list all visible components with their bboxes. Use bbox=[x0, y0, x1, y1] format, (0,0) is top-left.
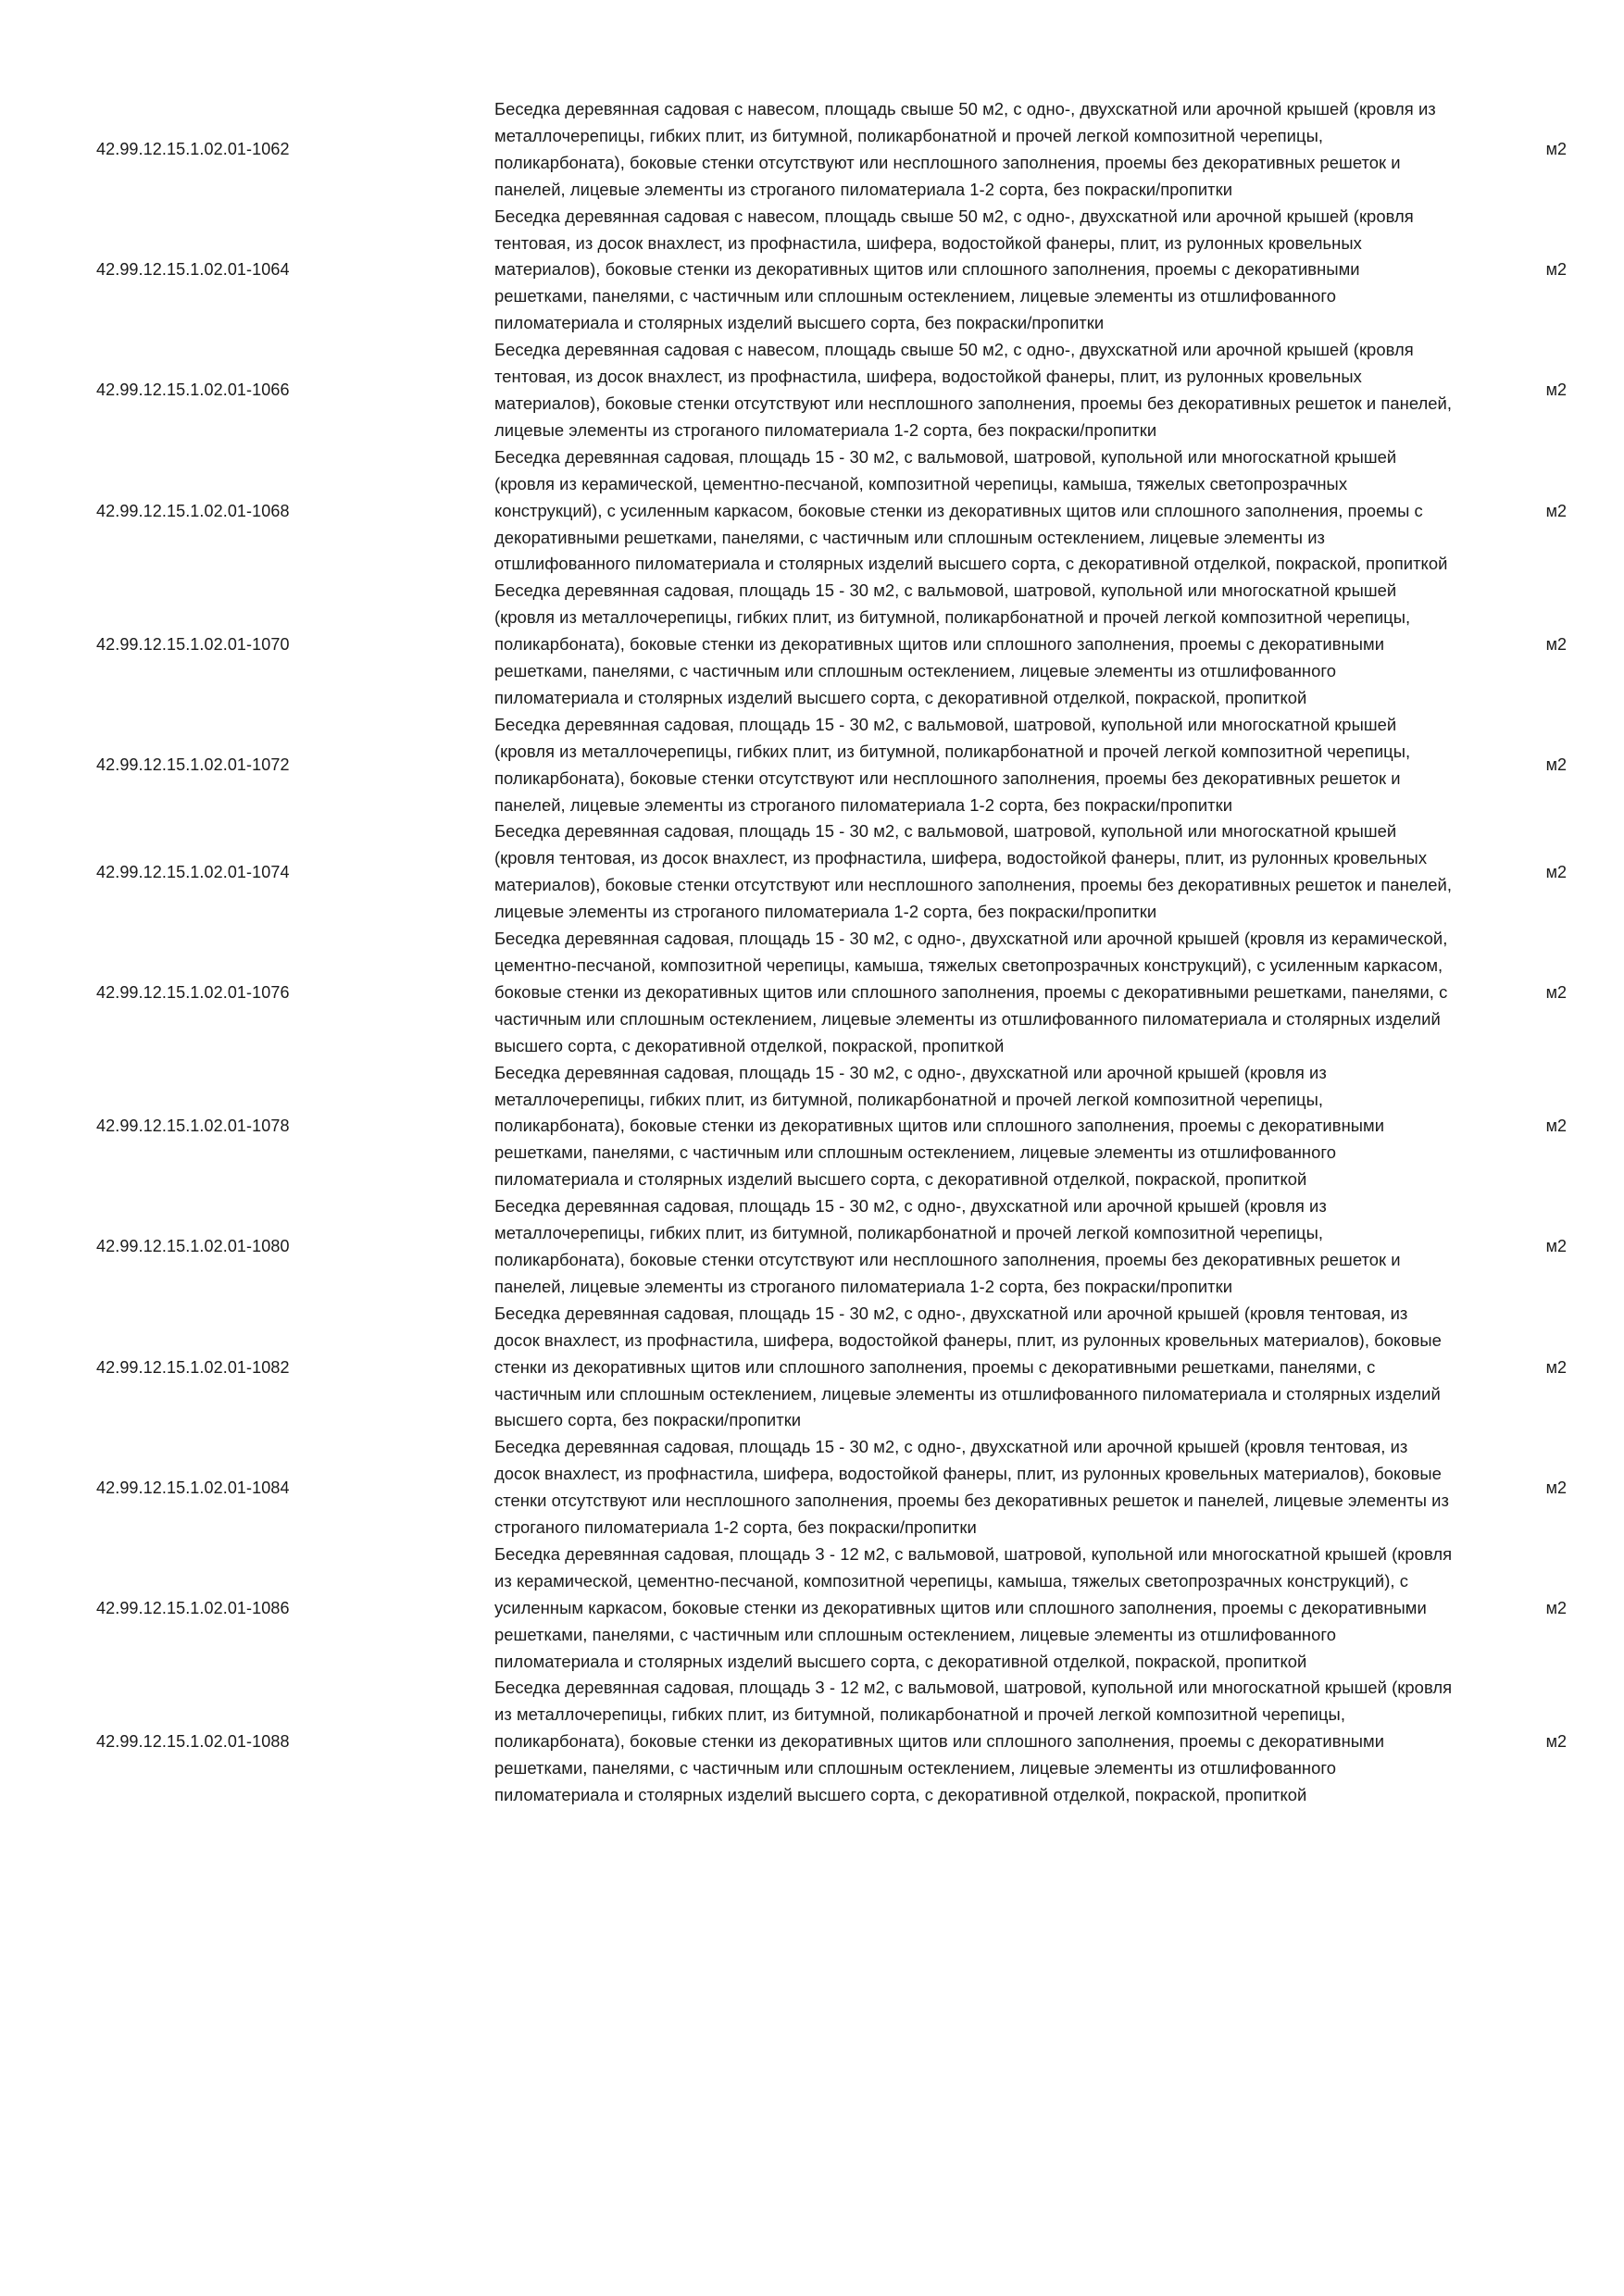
row-description: Беседка деревянная садовая, площадь 15 - 30 м2, с вальмовой, шатровой, купольной или многоскатной крышей (кровля из металлочерепицы, гибких плит, из битумной, поликарбонатной и прочей легкой композитной черепицы, поликарбоната), боковые стенки из декоративных щитов или сплошного заполнения, проемы с декоративными решетками, панелями, с частичным или сплошным остеклением, лицевые элементы из отшлифованного пиломатериала и столярных изделий высшего сорта, с декоративной отделкой, покраской, пропиткой bbox=[494, 580, 1411, 707]
row-code: 42.99.12.15.1.02.01-1078 bbox=[96, 1117, 290, 1136]
row-code: 42.99.12.15.1.02.01-1068 bbox=[96, 501, 290, 520]
row-description: Беседка деревянная садовая, площадь 3 - 12 м2, с вальмовой, шатровой, купольной или многоскатной крышей (кровля из металлочерепицы, гибких плит, из битумной, поликарбонатной и прочей легкой композитной черепицы, поликарбоната), боковые стенки из декоративных щитов или сплошного заполнения, проемы с декоративными решетками, панелями, с частичным или сплошным остеклением, лицевые элементы из отшлифованного пиломатериала и столярных изделий высшего сорта, с декоративной отделкой, покраской, пропиткой bbox=[494, 1678, 1453, 1805]
row-code: 42.99.12.15.1.02.01-1082 bbox=[96, 1357, 290, 1377]
row-unit: м2 bbox=[1545, 982, 1567, 1002]
table-row bbox=[96, 204, 1568, 338]
row-code: 42.99.12.15.1.02.01-1080 bbox=[96, 1237, 290, 1256]
row-code: 42.99.12.15.1.02.01-1074 bbox=[96, 862, 290, 881]
row-description: Беседка деревянная садовая, площадь 3 - 12 м2, с вальмовой, шатровой, купольной или многоскатной крышей (кровля из керамической, цементно-песчаной, композитной черепицы, камыша, тяжелых светопрозрачных конструкций), с усиленным каркасом, боковые стенки из декоративных щитов или сплошного заполнения, проемы с декоративными решетками, панелями, с частичным или сплошным остеклением, лицевые элементы из отшлифованного пиломатериала и столярных изделий высшего сорта, с декоративной отделкой, покраской, пропиткой bbox=[494, 1543, 1453, 1671]
table-row bbox=[96, 818, 1568, 926]
table-row bbox=[96, 1301, 1568, 1435]
row-description: Беседка деревянная садовая, площадь 15 - 30 м2, с одно-, двухскатной или арочной крышей (кровля тентовая, из досок внахлест, из профнастила, шифера, водостойкой фанеры, плит, из рулонных кровельных материалов), боковые стенки отсутствуют или несплошного заполнения, проемы без декоративных решеток и панелей, лицевые элементы из строганого пиломатериала 1-2 сорта, без покраски/пропитки bbox=[494, 1437, 1449, 1538]
row-unit: м2 bbox=[1545, 1478, 1567, 1497]
table-row bbox=[96, 1060, 1568, 1194]
row-unit: м2 bbox=[1545, 1732, 1567, 1752]
row-unit: м2 bbox=[1545, 862, 1567, 881]
price-table bbox=[96, 96, 1568, 1809]
row-description: Беседка деревянная садовая, площадь 15 - 30 м2, с одно-, двухскатной или арочной крышей (кровля из керамической, цементно-песчаной, композитной черепицы, камыша, тяжелых светопрозрачных конструкций), с усиленным каркасом, боковые стенки из декоративных щитов или сплошного заполнения, проемы с декоративными решетками, панелями, с частичным или сплошным остеклением, лицевые элементы из отшлифованного пиломатериала и столярных изделий высшего сорта, с декоративной отделкой, покраской, пропиткой bbox=[494, 929, 1448, 1055]
row-description: Беседка деревянная садовая, площадь 15 - 30 м2, с одно-, двухскатной или арочной крышей (кровля из металлочерепицы, гибких плит, из битумной, поликарбонатной и прочей легкой композитной черепицы, поликарбоната), боковые стенки отсутствуют или несплошного заполнения, проемы без декоративных решеток и панелей, лицевые элементы из строганого пиломатериала 1-2 сорта, без покраски/пропитки bbox=[494, 1196, 1401, 1296]
row-unit: м2 bbox=[1545, 1357, 1567, 1377]
table-row bbox=[96, 712, 1568, 819]
table-row bbox=[96, 96, 1568, 204]
row-description: Беседка деревянная садовая, площадь 15 - 30 м2, с одно-, двухскатной или арочной крышей (кровля из металлочерепицы, гибких плит, из битумной, поликарбонатной и прочей легкой композитной черепицы, поликарбоната), боковые стенки из декоративных щитов или сплошного заполнения, проемы с декоративными решетками, панелями, с частичным или сплошным остеклением, лицевые элементы из отшлифованного пиломатериала и столярных изделий высшего сорта, с декоративной отделкой, покраской, пропиткой bbox=[494, 1062, 1385, 1190]
row-unit: м2 bbox=[1545, 635, 1567, 655]
table-row bbox=[96, 337, 1568, 444]
table-row bbox=[96, 1193, 1568, 1301]
row-unit: м2 bbox=[1545, 1237, 1567, 1256]
table-row bbox=[96, 444, 1568, 579]
row-code: 42.99.12.15.1.02.01-1062 bbox=[96, 140, 290, 159]
table-row bbox=[96, 1541, 1568, 1676]
table-row bbox=[96, 926, 1568, 1060]
row-description: Беседка деревянная садовая, площадь 15 - 30 м2, с вальмовой, шатровой, купольной или многоскатной крышей (кровля из керамической, цементно-песчаной, композитной черепицы, камыша, тяжелых светопрозрачных конструкций), с усиленным каркасом, боковые стенки из декоративных щитов или сплошного заполнения, проемы с декоративными решетками, панелями, с частичным или сплошным остеклением, лицевые элементы из отшлифованного пиломатериала и столярных изделий высшего сорта, с декоративной отделкой, покраской, пропиткой bbox=[494, 446, 1448, 574]
row-description: Беседка деревянная садовая с навесом, площадь свыше 50 м2, с одно-, двухскатной или арочной крышей (кровля из металлочерепицы, гибких плит, из битумной, поликарбонатной и прочей легкой композитной черепицы, поликарбоната), боковые стенки отсутствуют или несплошного заполнения, проемы без декоративных решеток и панелей, лицевые элементы из строганого пиломатериала 1-2 сорта, без покраски/пропитки bbox=[494, 99, 1436, 199]
row-unit: м2 bbox=[1545, 381, 1567, 400]
table-row bbox=[96, 1434, 1568, 1541]
row-unit: м2 bbox=[1545, 755, 1567, 775]
row-unit: м2 bbox=[1545, 1117, 1567, 1136]
row-description: Беседка деревянная садовая, площадь 15 - 30 м2, с вальмовой, шатровой, купольной или многоскатной крышей (кровля из металлочерепицы, гибких плит, из битумной, поликарбонатной и прочей легкой композитной черепицы, поликарбоната), боковые стенки отсутствуют или несплошного заполнения, проемы без декоративных решеток и панелей, лицевые элементы из строганого пиломатериала 1-2 сорта, без покраски/пропитки bbox=[494, 714, 1411, 815]
row-unit: м2 bbox=[1545, 501, 1567, 520]
row-unit: м2 bbox=[1545, 260, 1567, 280]
row-code: 42.99.12.15.1.02.01-1086 bbox=[96, 1598, 290, 1617]
row-unit: м2 bbox=[1545, 140, 1567, 159]
row-code: 42.99.12.15.1.02.01-1066 bbox=[96, 381, 290, 400]
row-description: Беседка деревянная садовая, площадь 15 - 30 м2, с вальмовой, шатровой, купольной или многоскатной крышей (кровля тентовая, из досок внахлест, из профнастила, шифера, водостойкой фанеры, плит, из рулонных кровельных материалов), боковые стенки отсутствуют или несплошного заполнения, проемы без декоративных решеток и панелей, лицевые элементы из строганого пиломатериала 1-2 сорта, без покраски/пропитки bbox=[494, 821, 1453, 922]
table-row bbox=[96, 1675, 1568, 1809]
row-code: 42.99.12.15.1.02.01-1064 bbox=[96, 260, 290, 280]
row-code: 42.99.12.15.1.02.01-1072 bbox=[96, 755, 290, 775]
row-unit: м2 bbox=[1545, 1598, 1567, 1617]
row-code: 42.99.12.15.1.02.01-1084 bbox=[96, 1478, 290, 1497]
row-description: Беседка деревянная садовая, площадь 15 - 30 м2, с одно-, двухскатной или арочной крышей (кровля тентовая, из досок внахлест, из профнастила, шифера, водостойкой фанеры, плит, из рулонных кровельных материалов), боковые стенки из декоративных щитов или сплошного заполнения, проемы с декоративными решетками, панелями, с частичным или сплошным остеклением, лицевые элементы из отшлифованного пиломатериала и столярных изделий высшего сорта, без покраски/пропитки bbox=[494, 1303, 1442, 1430]
row-description: Беседка деревянная садовая с навесом, площадь свыше 50 м2, с одно-, двухскатной или арочной крышей (кровля тентовая, из досок внахлест, из профнастила, шифера, водостойкой фанеры, плит, из рулонных кровельных материалов), боковые стенки отсутствуют или несплошного заполнения, проемы без декоративных решеток и панелей, лицевые элементы из строганого пиломатериала 1-2 сорта, без покраски/пропитки bbox=[494, 340, 1453, 440]
row-description: Беседка деревянная садовая с навесом, площадь свыше 50 м2, с одно-, двухскатной или арочной крышей (кровля тентовая, из досок внахлест, из профнастила, шифера, водостойкой фанеры, плит, из рулонных кровельных материалов), боковые стенки из декоративных щитов или сплошного заполнения, проемы с декоративными решетками, панелями, с частичным или сплошным остеклением, лицевые элементы из отшлифованного пиломатериала и столярных изделий высшего сорта, без покраски/пропитки bbox=[494, 206, 1414, 333]
row-code: 42.99.12.15.1.02.01-1070 bbox=[96, 635, 290, 655]
table-row bbox=[96, 578, 1568, 712]
row-code: 42.99.12.15.1.02.01-1088 bbox=[96, 1732, 290, 1752]
row-code: 42.99.12.15.1.02.01-1076 bbox=[96, 982, 290, 1002]
